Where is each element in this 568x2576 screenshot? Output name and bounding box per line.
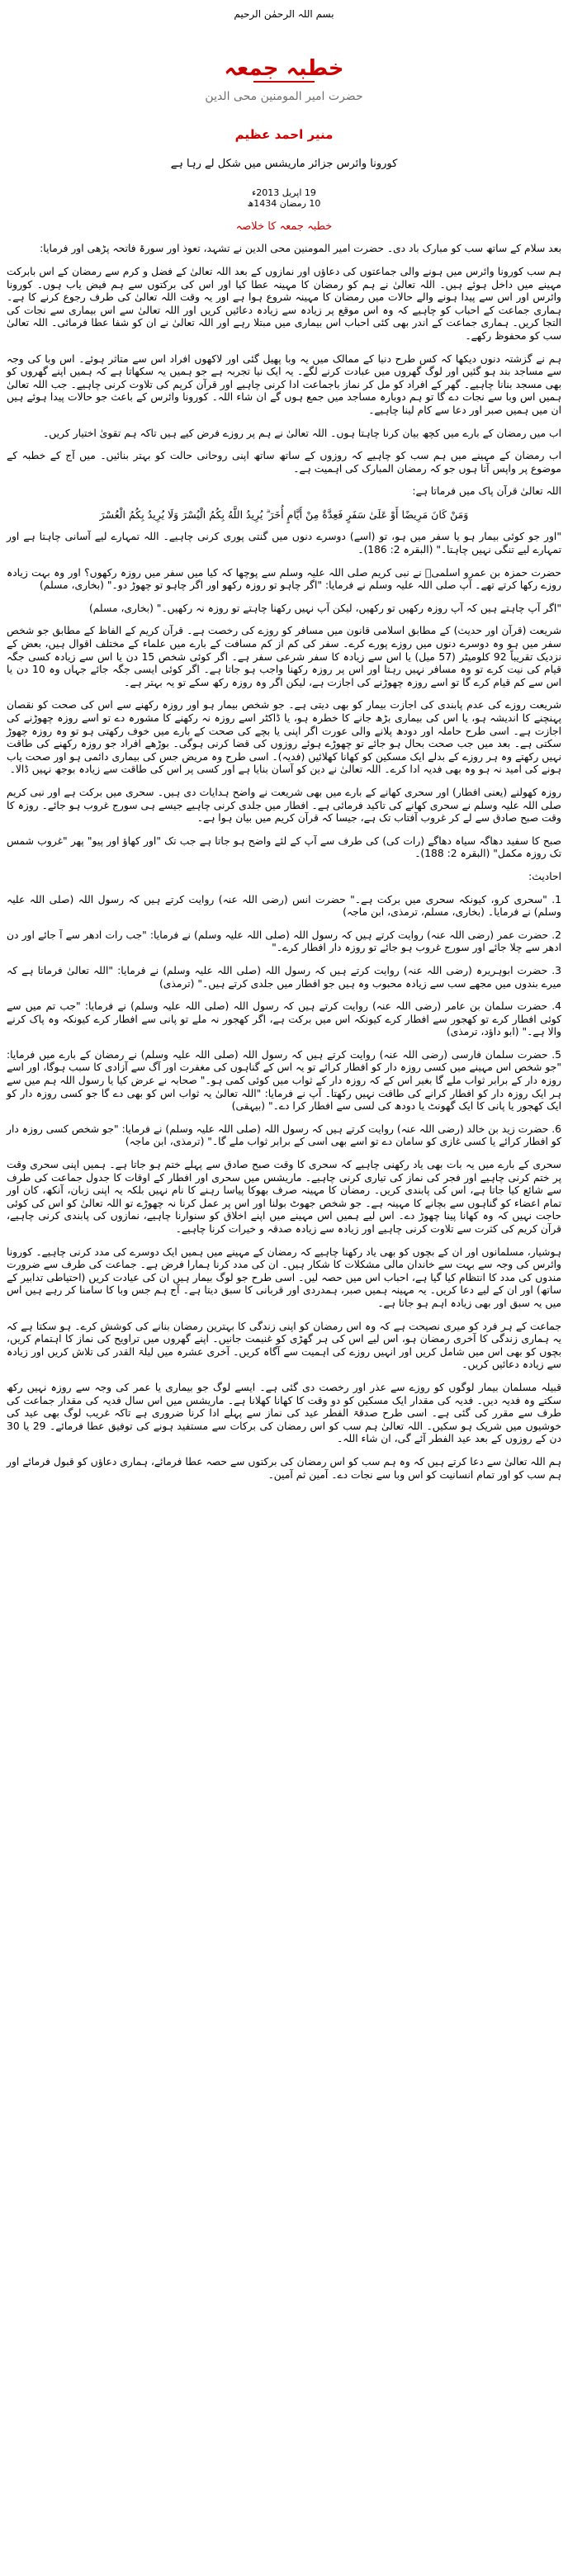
hadith-heading: احادیث: [528,870,561,882]
paragraph: بعد سلام کے ساتھ سب کو مبارک باد دی۔ حضرت امیر المومنین محی الدین نے تشہد، تعوذ اور سورۃ فاتحہ پڑھی اور فرمایا: [40,243,561,255]
date-hijri: 10 رمضان 1434ھ [247,197,321,209]
sermon-page [7,0,561,1493]
paragraph: اللہ تعالیٰ قرآن پاک میں فرماتا ہے: [412,485,561,498]
paragraph: جماعت کے ہر فرد کو میری نصیحت ہے کہ وہ اس رمضان کو اپنی زندگی کا بہترین رمضان بنانے کی کوشش کرے۔ ہو سکتا ہے کہ یہ ہماری زندگی کا آخری رمضان ہو، اس لیے اس کی ہر گھڑی کو غنیمت جانیں۔ اپنے گھروں میں تراویح کی نماز کا اہتمام کریں، بچوں کو بھی اس میں شامل کریں اور انہیں روزے کی اہمیت سے آگاہ کریں۔ آخری عشرہ میں لیلۃ القدر کی تلاش کریں اور زیادہ سے زیادہ دعائیں کریں۔ [7,1320,561,1371]
hadith-item: 6. حضرت زید بن خالد (رضی اللہ عنہ) روایت کرتے ہیں کہ رسول اللہ (صلی اللہ علیہ وسلم) نے فرمایا: "جو شخص کسی روزہ دار کو افطار کرائے یا کسی غازی کو سامان دے تو اسے بھی اسی کے برابر ثواب ملے گا۔" (ترمذی، ابن ماجہ) [7,1123,561,1148]
title-underline [253,81,315,83]
paragraph: اب میں رمضان کے بارے میں کچھ بیان کرنا چاہتا ہوں۔ اللہ تعالیٰ نے ہم پر روزے فرض کیے ہیں تاکہ ہم تقویٰ اختیار کریں۔ [43,427,561,439]
hadith-item: 4. حضرت سلمان بن عامر (رضی اللہ عنہ) روایت کرتے ہیں کہ رسول اللہ (صلی اللہ علیہ وسلم) نے فرمایا: "جب تم میں سے کوئی افطار کرے تو کھجور سے افطار کرے کیونکہ اس میں برکت ہے، اگر کھجور نہ ملے تو پانی سے افطار کرے کیونکہ وہ پاک کرنے والا ہے۔" (ابو داؤد، ترمذی) [7,1000,561,1038]
paragraph: اب رمضان کے مہینے میں ہم سب کو چاہیے کہ روزوں کے ساتھ ساتھ اپنی روحانی حالت کو بہتر بنائیں۔ میں آج کے خطبہ کے موضوع پر واپس آتا ہوں جو کہ رمضان المبارک کی اہمیت ہے۔ [7,450,561,475]
hadith-item: 3. حضرت ابوہریرہ (رضی اللہ عنہ) روایت کرتے ہیں کہ رسول اللہ (صلی اللہ علیہ وسلم) نے فرمایا: "اللہ تعالیٰ فرماتا ہے کہ میرے بندوں میں مجھے سب سے زیادہ محبوب وہ ہیں جو افطار میں جلدی کرتے ہیں۔" (ترمذی) [7,964,561,990]
summary-heading: خطبہ جمعہ کا خلاصہ [235,220,333,233]
subtitle: حضرت امیر المومنین محی الدین [205,89,363,103]
paragraph: روزہ کھولنے (یعنی افطار) اور سحری کھانے کے بارے میں بھی شریعت نے واضح ہدایات دی ہیں۔ سحری میں برکت ہے اور نبی کریم صلی اللہ علیہ وسلم نے سحری کھانے کی تاکید فرمائی ہے۔ افطار میں جلدی کرنی چاہیے جیسے ہی سورج غروب ہو جائے۔ روزہ کا وقت صبح صادق سے لے کر غروب آفتاب تک ہے، جیسا کہ قرآن کریم میں بیان ہوا ہے۔ [7,786,561,825]
paragraph: حضرت حمزہ بن عمرو اسلمیؓ نے نبی کریم صلی اللہ علیہ وسلم سے پوچھا کہ کیا میں سفر میں روزہ رکھوں؟ اور وہ بہت زیادہ روزے رکھا کرتے تھے۔ آپ صلی اللہ علیہ وسلم نے فرمایا: "اگر چاہو تو روزہ رکھو اور اگر چاہو تو چھوڑ دو۔" (بخاری، مسلم) [7,566,561,592]
basmala: بسم اللہ الرحمٰن الرحیم [234,8,334,20]
hadith-item: 2. حضرت عمر (رضی اللہ عنہ) روایت کرتے ہیں کہ رسول اللہ (صلی اللہ علیہ وسلم) نے فرمایا: "جب رات ادھر سے آ جائے اور دن ادھر سے چلا جائے اور سورج غروب ہو جائے تو روزہ دار افطار کرے۔" [7,929,561,954]
closing-prayer: ہم اللہ تعالیٰ سے دعا کرتے ہیں کہ وہ ہم سب کو اس رمضان کی برکتوں سے حصہ عطا فرمائے، ہماری دعاؤں کو قبول فرمائے اور ہم سب کو اور تمام انسانیت کو اس وبا سے نجات دے۔ آمین ثم آمین۔ [7,1455,561,1481]
hadith-item: 5. حضرت سلمان فارسی (رضی اللہ عنہ) روایت کرتے ہیں کہ رسول اللہ (صلی اللہ علیہ وسلم) نے رمضان کے بارے میں فرمایا: "جو شخص اس مہینے میں کسی روزہ دار کو افطار کرائے تو یہ اس کے گناہوں کی مغفرت اور آگ سے آزادی کا سبب ہوگا، اور اسے روزہ دار کے برابر ثواب ملے گا بغیر اس کے کہ روزہ دار کے ثواب میں کوئی کمی ہو۔" صحابہ نے عرض کیا یا رسول اللہ ہم میں سے ہر ایک روزہ دار کو افطار کرانے کی طاقت نہیں رکھتا۔ آپ نے فرمایا: "اللہ تعالیٰ یہ ثواب اس کو بھی دے گا جو کسی روزہ دار کو ایک کھجور یا پانی کا ایک گھونٹ یا دودھ کی لسی سے افطار کرا دے۔" (بیہقی) [7,1048,562,1113]
paragraph: "اور جو کوئی بیمار ہو یا سفر میں ہو، تو (اسے) دوسرے دنوں میں گنتی پوری کرنی چاہیے۔ اللہ تمہارے لیے آسانی چاہتا ہے اور تمہارے لیے تنگی نہیں چاہتا۔" (البقرہ 2: 186)۔ [7,531,561,556]
paragraph: قبیلہ مسلمان بیمار لوگوں کو روزے سے عذر اور رخصت دی گئی ہے۔ ایسے لوگ جو بیماری یا عمر کی وجہ سے روزہ نہیں رکھ سکتے وہ فدیہ دیں۔ فدیہ کی مقدار ایک مسکین کو دو وقت کا کھانا کھلانا ہے۔ ماریشس میں اس سال فدیہ کی مقدار جماعت کی طرف سے مقرر کی گئی ہے۔ اسی طرح صدقۃ الفطر عید کی نماز سے پہلے ادا کرنا ضروری ہے تاکہ غریب لوگ بھی عید کی خوشیوں میں شریک ہو سکیں۔ اللہ تعالیٰ ہم سب کو اس رمضان کی برکات سے مستفید ہونے کی توفیق عطا فرمائے۔ 29 یا 30 دن کے روزوں کے بعد عید الفطر آئے گی، ان شاء اللہ۔ [7,1381,561,1445]
paragraph: "اگر آپ چاہتے ہیں کہ آپ روزہ رکھیں تو رکھیں، لیکن آپ نہیں رکھنا چاہتے تو روزہ نہ رکھیں۔" (بخاری، مسلم) [88,602,561,614]
topic-line: کورونا وائرس جزائر ماریشس میں شکل لے رہا ہے [170,158,398,171]
date-gregorian: 19 اپریل 2013ء [252,187,316,198]
paragraph: ہم سب کورونا وائرس میں ہونے والی جماعتوں کی دعاؤں اور نمازوں کے بعد اللہ تعالیٰ کے فضل و کرم سے رمضان کے اس بابرکت مہینے میں داخل ہوئے ہیں۔ اللہ تعالیٰ نے ہم کو رمضان کا مہینہ عطا کیا اور اس کی برکتوں سے ہم فیض یاب ہوں۔ کورونا وائرس اور اس سے پیدا ہونے والے حالات میں رمضان کا مہینہ شروع ہوا ہے اور یہ وقت اللہ تعالیٰ کی طرف رجوع کرنے کا ہے۔ ہماری جماعت کے احباب کو چاہیے کہ وہ اس موقع پر زیادہ سے زیادہ دعائیں کریں اور اللہ تعالیٰ سے اس بیماری سے نجات کی التجا کریں۔ ہماری جماعت کے اندر بھی کئی احباب اس بیماری میں مبتلا رہے اور اللہ تعالیٰ نے ان کو شفا عطا فرمائی۔ اللہ تعالیٰ سب کو محفوظ رکھے۔ [7,265,561,342]
paragraph: ہم نے گزشتہ دنوں دیکھا کہ کس طرح دنیا کے ممالک میں یہ وبا پھیل گئی اور لاکھوں افراد اس سے متاثر ہوئے۔ اس وبا کی وجہ سے مساجد بند ہو گئیں اور لوگ گھروں میں عبادت کرنے لگے۔ یہ ایک نیا تجربہ ہے جو ہمیں یہ سکھاتا ہے کہ ہمیں اپنے گھروں کو بھی مسجد بنانا چاہیے۔ گھر کے افراد کو مل کر نماز باجماعت ادا کرنی چاہیے اور قرآن کریم کی تلاوت کرنی چاہیے۔ جب اللہ تعالیٰ ہمیں اس وبا سے نجات دے گا تو ہم دوبارہ مساجد میں جمع ہوں گے ان شاء اللہ۔ کورونا وائرس کے باعث جو حالات پیدا ہوئے ہیں ان میں ہمیں صبر اور دعا سے کام لینا چاہیے۔ [7,352,561,416]
hadith-item: 1. "سحری کرو، کیونکہ سحری میں برکت ہے۔" حضرت انس (رضی اللہ عنہ) روایت کرتے ہیں کہ رسول اللہ (صلی اللہ علیہ وسلم) نے فرمایا۔ (بخاری، مسلم، ترمذی، ابن ماجہ) [7,893,561,919]
page-title: خطبہ جمعہ [224,55,344,81]
paragraph: شریعت روزے کی عدم پابندی کی اجازت بیمار کو بھی دیتی ہے۔ جو شخص بیمار ہو اور روزہ رکھنے سے اس کی صحت کو نقصان پہنچنے کا اندیشہ ہو، یا اس کی بیماری بڑھ جانے کا خطرہ ہو، یا ڈاکٹر اسے روزہ نہ رکھنے کا مشورہ دے تو اسے روزہ چھوڑنے کی اجازت ہے۔ اسی طرح حاملہ اور دودھ پلانے والی عورت اگر اپنی یا بچے کی صحت کے بارے میں خوف رکھتی ہو تو وہ روزہ چھوڑ سکتی ہے۔ بعد میں جب صحت بحال ہو جائے تو چھوڑے ہوئے روزوں کی قضا کرنی ہوگی۔ بوڑھے افراد جو روزہ رکھنے کی طاقت نہیں رکھتے وہ ہر روزے کے بدلے ایک مسکین کو کھانا کھلائیں (فدیہ)۔ اسی طرح وہ مریض جس کی بیماری دائمی ہو اور صحت یاب ہونے کی امید نہ ہو وہ بھی فدیہ ادا کرے۔ اللہ تعالیٰ نے دین کو آسان بنایا ہے اور کسی پر اس کی طاقت سے زیادہ بوجھ نہیں ڈالا۔ [7,699,561,776]
date-block [7,187,561,209]
paragraph: صبح کا سفید دھاگہ سیاہ دھاگے (رات کی) کی طرف سے آپ کے لئے واضح ہو جاتا ہے جب تک "اور کھاؤ اور پیو" پھر "غروب شمس تک روزہ مکمل" (البقرہ 2: 188)۔ [7,834,561,860]
paragraph: سحری کے بارے میں یہ بات بھی یاد رکھنی چاہیے کہ سحری کا وقت صبح صادق سے پہلے ختم ہو جاتا ہے۔ ہمیں اپنی سحری وقت پر ختم کرنی چاہیے اور فجر کی نماز کی تیاری کرنی چاہیے۔ ماریشس میں سحری اور افطار کے اوقات کا جدول جماعت کی طرف سے شائع کیا جاتا ہے، اس کی پابندی کریں۔ رمضان کا مہینہ صرف بھوکا پیاسا رہنے کا نام نہیں بلکہ یہ اپنی زبان، آنکھ، کان اور تمام اعضاء کو گناہوں سے بچانے کا مہینہ ہے۔ جو شخص جھوٹ بولنا اور اس پر عمل کرنا نہ چھوڑے تو اللہ تعالیٰ کو اس کی کوئی حاجت نہیں کہ وہ کھانا پینا چھوڑ دے۔ اس لیے ہمیں اس مہینے میں اپنے اخلاق کو سنوارنا چاہیے، نمازوں کی پابندی کرنی چاہیے، قرآن کریم کی کثرت سے تلاوت کرنی چاہیے اور زیادہ سے زیادہ صدقہ و خیرات کرنا چاہیے۔ [7,1159,561,1235]
paragraph: شریعت (قرآن اور حدیث) کے مطابق اسلامی قانون میں مسافر کو روزے کی رخصت ہے۔ قرآن کریم کے الفاظ کے مطابق جو شخص سفر میں ہو وہ دوسرے دنوں میں روزے پورے کرے۔ سفر کی کم از کم مسافت کے بارے میں علماء کے مختلف اقوال ہیں، بعض کے نزدیک تقریباً 92 کلومیٹر (57 میل) یا اس سے زیادہ کا سفر شرعی سفر ہے۔ اگر کوئی شخص 15 دن یا اس سے زیادہ کسی جگہ قیام کی نیت کرے تو وہ مسافر نہیں رہتا اور اس پر روزہ رکھنا واجب ہو جاتا ہے۔ اگر کوئی ایسی جگہ جائے جہاں وہ 10 دن یا اس سے کم قیام کرے گا تو اسے روزہ چھوڑنے کی اجازت ہے، لیکن اگر وہ روزہ رکھ سکے تو یہ بہتر ہے۔ [7,625,562,688]
quran-verse: وَمَنْ كَانَ مَرِيضًا أَوْ عَلَىٰ سَفَرٍ فَعِدَّةٌ مِنْ أَيَّامٍ أُخَرَ ۗ يُرِيدُ اللَّهُ بِكُمُ الْيُسْرَ وَلَا يُرِيدُ بِكُمُ الْعُسْرَ [99,508,469,521]
paragraph: ہوشیار، مسلمانوں اور ان کے بچوں کو بھی یاد رکھنا چاہیے کہ رمضان کے مہینے میں ہمیں ایک دوسرے کی مدد کرنی چاہیے۔ کورونا وائرس کی وجہ سے بہت سے خاندان مالی مشکلات کا شکار ہیں۔ ان کی مدد کرنا ہمارا فرض ہے۔ جماعت کی طرف سے ضرورت مندوں کی مدد کا انتظام کیا گیا ہے، احباب اس میں حصہ لیں۔ اسی طرح جو لوگ بیمار ہیں ان کی عیادت کریں (احتیاطی تدابیر کے ساتھ) اور ان کے لیے دعا کریں۔ یہ مہینہ ہمیں صبر، ہمدردی اور قربانی کا سبق دیتا ہے۔ آج ہم جس وبا کا سامنا کر رہے ہیں اس میں یہ سبق اور بھی زیادہ اہم ہو جاتا ہے۔ [7,1245,561,1309]
author-name: منیر احمد عظیم [234,126,334,142]
